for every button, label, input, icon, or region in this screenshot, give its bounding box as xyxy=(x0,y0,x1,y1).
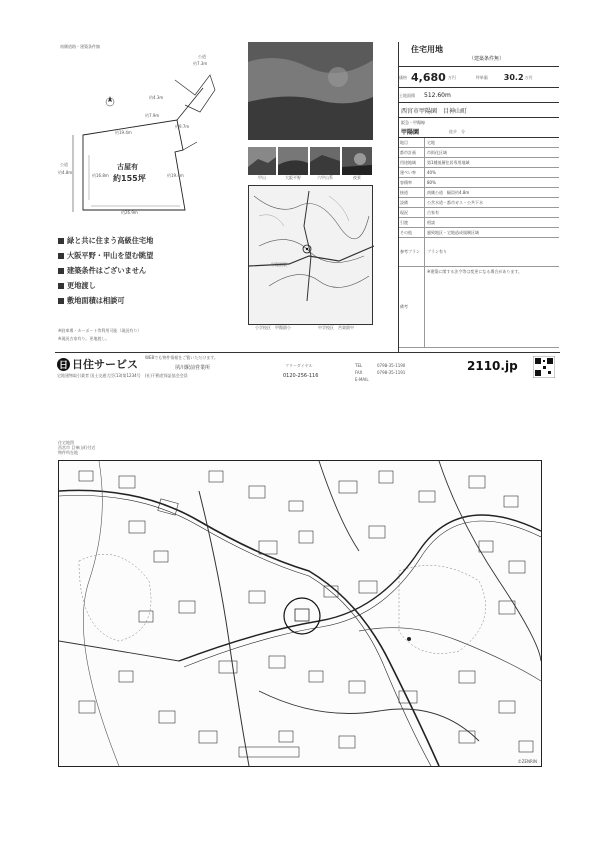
map-copyright: ©ZENRIN xyxy=(517,759,537,764)
road-top-width: 約7.3m xyxy=(193,61,208,66)
dim-label: 約4.3m xyxy=(149,95,164,100)
feature-item xyxy=(58,281,153,291)
tsubo-value: 30.2 xyxy=(503,72,524,82)
feature-text: 更地渡し xyxy=(67,281,96,290)
feature-item xyxy=(58,251,153,261)
main-photo xyxy=(248,42,373,140)
row-label: 建ぺい率 xyxy=(399,168,425,177)
table-row xyxy=(399,188,559,198)
thumb-photo xyxy=(248,147,276,175)
area-row-label: 土地面積 xyxy=(399,92,415,98)
lot-plan xyxy=(55,40,245,225)
table-row xyxy=(399,228,559,238)
dim-label: 約26.9m xyxy=(121,210,138,215)
row-label: 地目 xyxy=(399,138,425,147)
row-value: 40% xyxy=(427,170,436,175)
area-row-value: 512.60m xyxy=(424,91,451,99)
qr-code-image xyxy=(533,356,555,378)
dim-label: 約16.8m xyxy=(92,173,109,178)
house-label: 古屋有 xyxy=(117,163,138,171)
note-line: ※現況古家有り。更地渡し。 xyxy=(58,336,110,341)
property-type: 住宅用地 xyxy=(411,45,443,54)
detail-map-drawing xyxy=(59,461,541,766)
price-row xyxy=(399,66,559,88)
info-table xyxy=(399,138,559,238)
row-value: 南側公道 幅員約4.8m xyxy=(427,189,470,195)
tsubo-unit: 万円 xyxy=(524,74,533,80)
row-value: 古家有 xyxy=(427,209,439,215)
main-photo-image xyxy=(248,42,373,140)
thumb-photo xyxy=(310,147,340,175)
feature-item xyxy=(58,266,153,276)
plan-header: 南側道路・建築条件無 xyxy=(60,44,100,49)
row-label: 設備 xyxy=(399,198,425,207)
thumb-image xyxy=(310,147,340,175)
company-footer xyxy=(55,352,560,386)
thumb-item xyxy=(310,147,340,180)
thumb-image xyxy=(248,147,276,175)
dim-label: 約19.4m xyxy=(115,130,132,135)
detail-map-header xyxy=(58,440,95,455)
thumb-item xyxy=(342,147,372,180)
freedial-number: 0120-256-116 xyxy=(283,373,319,379)
plan-row xyxy=(399,238,559,267)
map-station-label: 甲陽園駅 xyxy=(271,262,287,267)
row-label: 引渡 xyxy=(399,218,425,227)
station-row xyxy=(399,126,559,138)
dim-label: 約7.9m xyxy=(145,113,160,118)
remarks-row xyxy=(399,267,559,348)
thumb-caption: 六甲山系 xyxy=(317,175,333,180)
address: 西宮市甲陽園 目神山町 xyxy=(399,103,559,118)
price-unit: 万円 xyxy=(447,74,456,80)
table-row xyxy=(399,138,559,148)
station-walk: 徒歩 分 xyxy=(449,129,466,134)
row-label: その他 xyxy=(399,228,425,237)
row-label: 都市計画 xyxy=(399,148,425,157)
thumb-caption: 夜景 xyxy=(353,175,361,180)
feature-text: 大阪平野・甲山を望む眺望 xyxy=(67,251,154,260)
table-row xyxy=(399,158,559,168)
station-name: 甲陽園 xyxy=(401,129,420,136)
bullet-square-icon xyxy=(58,283,64,289)
school-label: 中学校区 苦楽園中 xyxy=(318,325,354,330)
detail-map xyxy=(58,460,542,767)
bullet-square-icon xyxy=(58,298,64,304)
thumb-caption: 大阪平野 xyxy=(285,175,301,180)
bullet-square-icon xyxy=(58,238,64,244)
freedial-label: フリーダイヤル xyxy=(285,363,313,368)
table-row xyxy=(399,218,559,228)
thumb-caption: 甲山 xyxy=(258,175,266,180)
thumb-item xyxy=(248,147,276,180)
price-value: 4,680 xyxy=(411,70,446,84)
thumb-photo xyxy=(278,147,308,175)
table-row xyxy=(399,148,559,158)
row-label: 用途地域 xyxy=(399,158,425,167)
map-header-line: 西宮市 目神山町付近 xyxy=(58,445,96,450)
feature-list xyxy=(58,236,153,311)
row-value: 宅地 xyxy=(427,139,435,145)
feature-item xyxy=(58,236,153,246)
bullet-square-icon xyxy=(58,253,64,259)
fax-number: 0798-35-1191 xyxy=(377,370,406,375)
thumb-item xyxy=(278,147,308,180)
area-row xyxy=(399,88,559,103)
row-value: 第1種低層住居専用地域 xyxy=(427,159,470,165)
thumb-image xyxy=(342,147,372,175)
table-row xyxy=(399,208,559,218)
info-panel xyxy=(398,42,559,352)
remarks-value: ※建築に関する法令等は変更になる場合があります。 xyxy=(427,269,523,274)
company-name: 日住サービス xyxy=(72,358,138,371)
row-value: 80% xyxy=(427,180,436,185)
tel-label: TEL xyxy=(355,363,363,368)
site-badge: 2110.jp xyxy=(467,359,518,373)
tsubo-label: 坪単価 xyxy=(475,74,488,80)
row-value: 風致地区・宅地造成規制区域 xyxy=(427,229,479,235)
area-map xyxy=(248,185,373,325)
feature-text: 敷地面積は相談可 xyxy=(67,296,125,305)
price-label: 価格 xyxy=(399,74,407,80)
road-left-label: 公道 xyxy=(60,162,68,167)
table-row xyxy=(399,178,559,188)
row-label: 容積率 xyxy=(399,178,425,187)
tel-number: 0798-35-1190 xyxy=(377,363,406,368)
email-label: E-MAIL xyxy=(355,377,369,382)
fax-label: FAX xyxy=(355,370,363,375)
school-label: 小学校区 甲陽園小 xyxy=(255,325,291,330)
map-header-line: 住宅地図 xyxy=(58,440,74,445)
row-value: 相談 xyxy=(427,219,435,225)
row-value: 市街化区域 xyxy=(427,149,447,155)
road-left-width: 約4.8m xyxy=(58,170,73,175)
feature-item xyxy=(58,296,153,306)
dim-label: 約9.7m xyxy=(175,124,190,129)
table-row xyxy=(399,168,559,178)
license-text: 宅地建物取引業者 国土交通大臣(13)第1234号 (社)不動産保証協会会員 xyxy=(57,373,188,378)
area-map-drawing xyxy=(249,186,374,306)
branch-name: 夙川駅前営業所 xyxy=(175,365,211,371)
photo-thumbnails xyxy=(248,147,372,180)
feature-text: 建築条件はございません xyxy=(67,266,147,275)
area-label: 約155坪 xyxy=(113,174,146,183)
map-header-line: 物件所在地 xyxy=(58,450,78,455)
row-label: 接道 xyxy=(399,188,425,197)
thumb-photo xyxy=(342,147,372,175)
company-logo xyxy=(57,356,138,372)
logo-circle-icon: 日 xyxy=(57,358,70,371)
bullet-square-icon xyxy=(58,268,64,274)
remarks-label: 備考 xyxy=(399,267,425,347)
dim-label: 約19.4m xyxy=(167,173,184,178)
property-subtitle: （建築条件無） xyxy=(469,56,505,62)
thumb-image xyxy=(278,147,308,175)
row-label: 現況 xyxy=(399,208,425,217)
plan-value: プラン有り xyxy=(427,249,447,254)
station-line: 阪急・甲陽線 xyxy=(401,120,425,125)
table-row xyxy=(399,198,559,208)
qr-code-icon xyxy=(533,356,555,378)
note-line: ※駐車場・カーポート等利用可能（現況有り） xyxy=(58,328,142,333)
road-top-label: 公道 xyxy=(198,54,206,59)
plan-label: 参考プラン xyxy=(399,238,425,266)
promo-text: WEBでも物件情報をご覧いただけます。 xyxy=(145,355,218,360)
feature-text: 緑と共に住まう高級住宅地 xyxy=(67,236,154,245)
lot-plan-drawing xyxy=(55,40,245,225)
row-value: 公営水道・都市ガス・公共下水 xyxy=(427,199,483,205)
